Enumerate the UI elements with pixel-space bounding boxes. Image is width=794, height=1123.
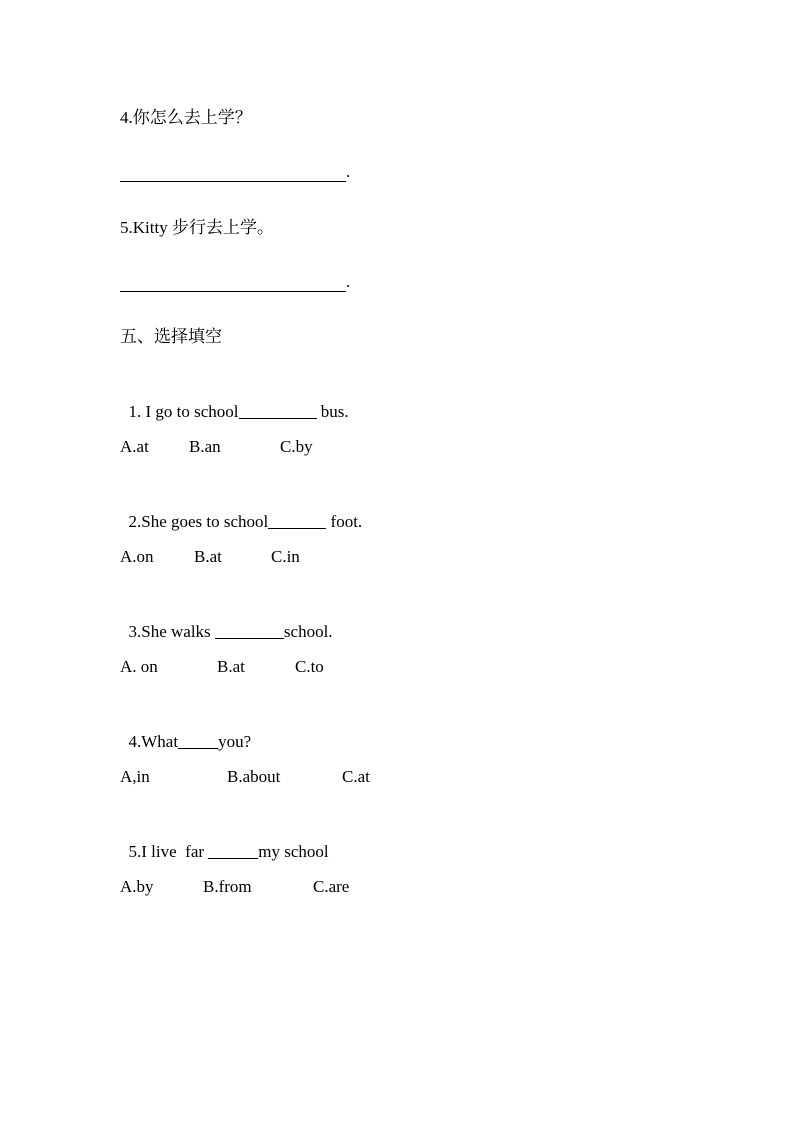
answer-period-4: . (346, 162, 351, 181)
question-2-option-b[interactable]: B.at (194, 547, 222, 566)
question-2-option-a[interactable]: A.on (120, 547, 154, 566)
question-3-option-c[interactable]: C.to (295, 657, 324, 676)
question-4-text-after: you? (218, 732, 252, 751)
question-3-text: 3.She walks (128, 622, 215, 641)
question-2-option-c[interactable]: C.in (271, 547, 300, 566)
question-1-blank[interactable] (239, 402, 317, 419)
translation-question-4: 4.你怎么去上学？ (120, 108, 252, 127)
question-4 (120, 712, 251, 752)
question-5-option-b[interactable]: B.from (203, 877, 252, 896)
question-1-option-a[interactable]: A.at (120, 437, 149, 456)
question-3 (120, 602, 333, 642)
question-5-text: 5.I live far (128, 842, 209, 861)
answer-line-4 (120, 162, 350, 182)
question-3-option-b[interactable]: B.at (217, 657, 245, 676)
question-2-blank[interactable] (268, 512, 326, 529)
answer-line-5 (120, 272, 350, 292)
question-1-text-after: bus. (316, 402, 349, 421)
question-1 (120, 382, 349, 422)
answer-blank-4[interactable] (120, 163, 346, 182)
section-title: 五、选择填空 (120, 327, 222, 346)
answer-period-5: . (346, 272, 351, 291)
question-3-text-after: school. (283, 622, 333, 641)
question-3-option-a[interactable]: A. on (120, 657, 158, 676)
question-5-option-a[interactable]: A.by (120, 877, 154, 896)
question-5-option-c[interactable]: C.are (313, 877, 350, 896)
question-2 (120, 492, 362, 532)
question-5 (120, 822, 329, 862)
question-5-blank[interactable] (208, 842, 258, 859)
question-1-option-b[interactable]: B.an (189, 437, 221, 456)
question-2-text: 2.She goes to school (128, 512, 269, 531)
question-3-blank[interactable] (215, 622, 284, 639)
question-1-option-c[interactable]: C.by (280, 437, 313, 456)
question-1-text: 1. I go to school (128, 402, 239, 421)
question-4-option-a[interactable]: A,in (120, 767, 150, 786)
question-2-text-after: foot. (326, 512, 363, 531)
question-4-option-c[interactable]: C.at (342, 767, 370, 786)
question-4-blank[interactable] (178, 732, 218, 749)
translation-question-5: 5.Kitty 步行去上学。 (120, 218, 274, 237)
answer-blank-5[interactable] (120, 273, 346, 292)
question-4-text: 4.What (128, 732, 179, 751)
question-5-text-after: my school (258, 842, 329, 861)
question-4-option-b[interactable]: B.about (227, 767, 281, 786)
